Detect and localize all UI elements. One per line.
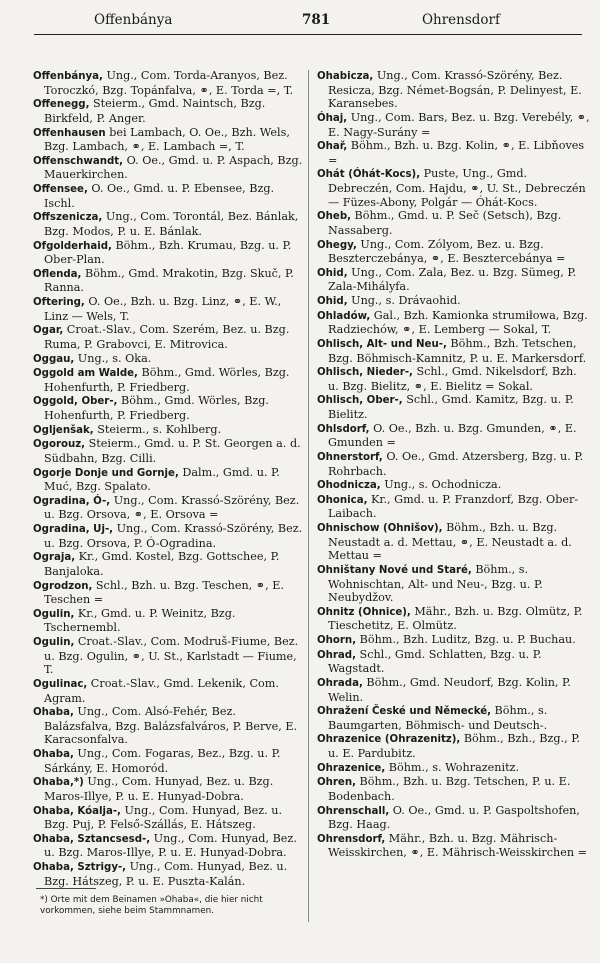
entry-headword: Ogljenšak, xyxy=(33,424,94,436)
entry-details: Böhm., Bzh. Krumau, Bzg. u. P. Ober-Plan. xyxy=(44,238,292,267)
directory-entry xyxy=(317,704,591,732)
entry-headword: Ohladów, xyxy=(317,310,371,322)
entry-headword: Ohorn, xyxy=(317,635,357,646)
directory-entry xyxy=(33,832,307,860)
entry-headword: Ohaba, Sztrigy-, xyxy=(33,862,127,873)
entry-headword: Ohlisch, Nieder-, xyxy=(317,367,413,379)
entry-details: Ung., s. Ochodnicza. xyxy=(380,478,502,492)
entry-details: Ung., Com. Bars, Bez. u. Bzg. Verebély, ⚭, E. Nagy-Surány = xyxy=(328,110,590,139)
entry-headword: Offenhausen xyxy=(33,127,106,139)
entry-headword: Ohrada, xyxy=(317,677,363,689)
entry-details: O. Oe., Bzh. u. Bzg. Linz, ⚭, E. W., Linz — Wels, T. xyxy=(44,295,282,323)
footnote: *) Orte mit dem Beinamen »Ohaba«, die hier nicht vorkommen, siehe beim Stammnamen. xyxy=(40,895,263,916)
entry-headword: Ogulin, xyxy=(33,608,75,620)
directory-entry xyxy=(317,111,591,139)
entry-details: Steierm., Gmd. Naintsch, Bzg. Birkfeld, P. Anger. xyxy=(44,97,266,125)
directory-entry xyxy=(33,126,307,154)
entry-details: Kr., Gmd. Kostel, Bzg. Gottschee, P. Banjaloka. xyxy=(44,550,280,578)
entry-details: Gal., Bzh. Kamionka strumiłowa, Bzg. Radziechów, ⚭, E. Lemberg — Sokal, T. xyxy=(328,308,588,337)
entry-headword: Ohonica, xyxy=(317,494,368,506)
directory-entry xyxy=(317,450,591,478)
directory-entry xyxy=(317,365,591,393)
entry-headword: Ograja, xyxy=(33,552,76,564)
entry-details: Böhm., Bzh. u. Bzg. Kolin, ⚭, E. Libňoves = xyxy=(328,139,585,167)
entry-details: Croat.-Slav., Com. Szerém, Bez. u. Bzg. Ruma, P. Grabovci, E. Mitrovica. xyxy=(44,323,290,351)
directory-entry xyxy=(317,648,591,676)
directory-entry xyxy=(317,605,591,633)
entry-headword: Ohaba, Sztancsesd-, xyxy=(33,833,151,845)
directory-entry xyxy=(33,804,307,832)
directory-entry xyxy=(33,239,307,267)
directory-entry xyxy=(33,705,307,747)
directory-entry xyxy=(317,478,591,493)
entry-headword: Ohren, xyxy=(317,777,356,789)
directory-entry xyxy=(317,337,591,365)
entry-details: Böhm., Gmd. u. P. Seč (Setsch), Bzg. Nassaberg. xyxy=(328,209,562,237)
entry-details: Ung., Com. Krassó-Szörény, Bez. u. Bzg. Orsova, P. Ó-Ogradina. xyxy=(44,522,303,550)
directory-entry xyxy=(317,209,591,237)
entry-details: Böhm., Gmd. Mrakotin, Bzg. Skuč, P. Ranna. xyxy=(44,266,294,295)
directory-entry xyxy=(317,266,591,294)
directory-entry xyxy=(317,69,591,111)
entry-details: O. Oe., Gmd. u. P. Ebensee, Bzg. Ischl. xyxy=(44,182,275,210)
entry-headword: Ohlisch, Alt- und Neu-, xyxy=(317,338,447,350)
entry-headword: Offszenicza, xyxy=(33,212,103,224)
entry-details: Böhm., Gmd. Neudorf, Bzg. Kolin, P. Welin. xyxy=(328,675,571,704)
entry-headword: Ohrazenice (Ohrazenitz), xyxy=(317,734,461,746)
directory-entry xyxy=(317,521,591,563)
entry-details: Puste, Ung., Gmd. Debreczén, Com. Hajdu, ⚭, U. St., Debreczén — Füzes-Abony, Polgár — Óhát-Kocs. xyxy=(328,167,586,209)
entry-headword: Ogorouz, xyxy=(33,439,86,451)
page-header xyxy=(34,12,578,32)
entry-headword: Ohabicza, xyxy=(317,71,374,82)
entry-details: Ung., Com. Zólyom, Bez. u. Bzg. Beszterczebánya, ⚭, E. Besztercebánya = xyxy=(328,237,566,266)
entry-details: bei Lambach, O. Oe., Bzh. Wels, Bzg. Lambach, ⚭, E. Lambach =, T. xyxy=(44,125,290,154)
entry-details: Böhm., s. Wohnischtan, Alt- und Neu-, Bzg. u. P. Neubydžov. xyxy=(328,562,543,605)
entry-headword: Ohrad, xyxy=(317,649,356,661)
directory-entry xyxy=(33,466,307,494)
entry-details: Schl., Gmd. Kamitz, Bzg. u. P. Bielitz. xyxy=(328,393,574,421)
entry-details: O. Oe., Gmd. u. P. Gaspoltshofen, Bzg. Haag. xyxy=(328,803,580,832)
entry-headword: Ohnitz (Ohnice), xyxy=(317,606,411,618)
directory-entry xyxy=(33,210,307,238)
entry-details: Ung., s. Drávaohid. xyxy=(347,294,461,307)
directory-entry xyxy=(33,394,307,422)
directory-entry xyxy=(317,804,591,832)
entry-headword: Ohrensdorf, xyxy=(317,833,386,845)
entry-details: Steierm., Gmd. u. P. St. Georgen a. d. Südbahn, Bzg. Cilli. xyxy=(44,437,301,465)
directory-entry xyxy=(33,69,307,97)
entry-headword: Oggold am Walde, xyxy=(33,368,138,380)
footnote-rule xyxy=(36,888,96,889)
directory-entry xyxy=(317,393,591,421)
directory-entry xyxy=(33,579,307,607)
directory-entry xyxy=(33,607,307,635)
entry-headword: Ogrodzon, xyxy=(33,580,93,592)
entry-details: Mähr., Bzh. u. Bzg. Mährisch-Weisskirchen, ⚭, E. Mährisch-Weisskirchen = xyxy=(328,831,587,860)
entry-headword: Ohništany Nové und Staré, xyxy=(317,564,472,576)
entry-details: Ung., Com. Krassó-Szörény, Bez. u. Bzg. Orsova, ⚭, E. Orsova = xyxy=(44,493,300,522)
entry-details: Ung., s. Oka. xyxy=(74,351,152,365)
entry-details: Croat.-Slav., Gmd. Lekenik, Com. Agram. xyxy=(44,676,279,705)
directory-entry xyxy=(33,494,307,522)
left-column xyxy=(33,69,307,888)
entry-details: Böhm., Bzh. u. Bzg. Neustadt a. d. Mettau, ⚭, E. Neustadt a. d. Mettau = xyxy=(328,521,572,563)
entry-details: Schl., Gmd. Nikelsdorf, Bzh. u. Bzg. Bielitz, ⚭, E. Bielitz = Sokal. xyxy=(328,365,577,393)
directory-entry xyxy=(317,238,591,266)
entry-details: O. Oe., Gmd. u. P. Aspach, Bzg. Mauerkirchen. xyxy=(44,153,303,182)
entry-details: Böhm., Bzh. Luditz, Bzg. u. P. Buchau. xyxy=(356,633,576,646)
entry-headword: Offenegg, xyxy=(33,99,90,111)
directory-entry xyxy=(33,775,307,803)
entry-details: Ung., Com. Krassó-Szörény, Bez. Resicza, Bzg. Német-Bogsán, P. Delinyest, E. Karansebes. xyxy=(328,69,582,111)
column-divider xyxy=(308,70,309,922)
entry-headword: Ohlsdorf, xyxy=(317,423,370,435)
directory-entry xyxy=(33,366,307,394)
entry-headword: Oftering, xyxy=(33,297,85,308)
entry-details: O. Oe., Gmd. Atzersberg, Bzg. u. P. Rohrbach. xyxy=(328,449,584,478)
directory-entry xyxy=(33,267,307,295)
directory-entry xyxy=(33,295,307,323)
entry-details: Böhm., Bzh. u. Bzg. Tetschen, P. u. E. Bodenbach. xyxy=(328,775,571,803)
entry-headword: Offenbánya, xyxy=(33,71,103,82)
entry-headword: Oflenda, xyxy=(33,268,82,280)
directory-entry xyxy=(33,437,307,465)
entry-headword: Ohegy, xyxy=(317,239,357,251)
directory-entry xyxy=(317,294,591,309)
directory-entry xyxy=(33,635,307,677)
header-right-keyword: Ohrensdorf xyxy=(421,12,500,28)
entry-headword: Ohražení České und Německé, xyxy=(317,706,491,718)
entry-headword: Ohnischow (Ohnišov), xyxy=(317,523,443,534)
entry-details: Croat.-Slav., Com. Modruš-Fiume, Bez. u. Bzg. Ogulin, ⚭, U. St., Karlstadt — Fiume, T. xyxy=(44,635,299,677)
entry-headword: Ohát (Óhát-Kocs), xyxy=(317,169,421,181)
entry-headword: Ohař, xyxy=(317,141,348,153)
entry-headword: Ogar, xyxy=(33,325,64,337)
entry-details: Mähr., Bzh. u. Bzg. Olmütz, P. Tieschetitz, E. Olmütz. xyxy=(328,604,583,633)
directory-entry xyxy=(317,139,591,167)
header-left-keyword: Offenbánya xyxy=(94,12,173,28)
directory-entry xyxy=(317,676,591,704)
directory-entry xyxy=(33,522,307,550)
entry-details: Böhm., Bzh. Tetschen, Bzg. Böhmisch-Kamnitz, P. u. E. Markersdorf. xyxy=(328,336,587,365)
directory-entry xyxy=(33,352,307,367)
entry-details: Ung., Com. Hunyad, Bez. u. Bzg. Puj, P. Felső-Szállás, E. Hátszeg. xyxy=(44,803,282,832)
directory-entry xyxy=(317,422,591,450)
directory-entry xyxy=(317,832,591,860)
entry-headword: Ohlisch, Ober-, xyxy=(317,395,403,407)
entry-details: Ung., Com. Zala, Bez. u. Bzg. Sümeg, P. Zala-Mihályfa. xyxy=(328,265,577,294)
entry-details: Dalm., Gmd. u. P. Muć, Bzg. Spalato. xyxy=(44,465,280,494)
entry-headword: Ogulin, xyxy=(33,637,75,648)
entry-headword: Ohaba, xyxy=(33,707,74,719)
entry-headword: Ohid, xyxy=(317,267,348,279)
entry-details: Kr., Gmd. u. P. Franzdorf, Bzg. Ober-Laibach. xyxy=(328,492,579,521)
directory-entry xyxy=(317,493,591,521)
entry-headword: Ohaba, Kóalja-, xyxy=(33,805,121,817)
entry-headword: Ohodnicza, xyxy=(317,480,381,492)
entry-headword: Óhaj, xyxy=(317,112,348,124)
page-number: 781 xyxy=(302,12,331,28)
entry-details: Böhm., Gmd. Wörles, Bzg. Hohenfurth, P. Friedberg. xyxy=(44,366,290,394)
entry-details: Ung., Com. Hunyad, Bez. u. Bzg. Maros-Illye, P. u. E. Hunyad-Dobra. xyxy=(44,775,274,803)
directory-entry xyxy=(33,423,307,438)
directory-entry xyxy=(33,747,307,775)
directory-entry xyxy=(317,732,591,760)
directory-entry xyxy=(33,860,307,888)
entry-headword: Ohaba, xyxy=(33,749,74,760)
header-rule xyxy=(34,34,582,35)
entry-headword: Ohnerstorf, xyxy=(317,451,383,463)
entry-details: Ung., Com. Fogaras, Bez., Bzg. u. P. Sárkány, E. Homoród. xyxy=(44,747,281,775)
entry-details: Kr., Gmd. u. P. Weinitz, Bzg. Tschernembl. xyxy=(44,606,236,635)
directory-entry xyxy=(317,775,591,803)
directory-entry xyxy=(33,677,307,705)
entry-headword: Ohid, xyxy=(317,296,348,307)
entry-headword: Offensee, xyxy=(33,184,88,195)
entry-headword: Oggau, xyxy=(33,353,75,365)
directory-entry xyxy=(33,97,307,125)
right-column xyxy=(317,69,591,860)
entry-headword: Ohrazenice, xyxy=(317,762,386,774)
entry-details: O. Oe., Bzh. u. Bzg. Gmunden, ⚭, E. Gmunden = xyxy=(328,421,577,450)
entry-details: Steierm., s. Kohlberg. xyxy=(93,422,222,436)
directory-entry xyxy=(317,309,591,337)
directory-entry xyxy=(33,182,307,210)
entry-headword: Ogradina, Ó-, xyxy=(33,495,111,507)
entry-details: Böhm., s. Baumgarten, Böhmisch- und Deutsch-. xyxy=(328,704,548,732)
directory-entry xyxy=(317,633,591,648)
entry-headword: Ogulinac, xyxy=(33,678,88,690)
entry-headword: Offenschwandt, xyxy=(33,155,124,167)
entry-headword: Ogorje Donje und Gornje, xyxy=(33,467,179,479)
directory-entry xyxy=(33,323,307,351)
entry-details: Schl., Bzh. u. Bzg. Teschen, ⚭, E. Teschen = xyxy=(44,578,284,607)
entry-details: Schl., Gmd. Schlatten, Bzg. u. P. Wagstadt. xyxy=(328,647,542,676)
entry-details: Ung., Com. Hunyad, Bez. u. Bzg. Maros-Illye, P. u. E. Hunyad-Dobra. xyxy=(44,831,297,860)
entry-headword: Ohaba,*) xyxy=(33,777,84,789)
entry-details: Böhm., s. Wohrazenitz. xyxy=(385,760,520,774)
entry-details: Ung., Com. Alsó-Fehér, Bez. Balázsfalva, Bzg. Balázsfalváros, P. Berve, E. Karacsonfalva. xyxy=(44,705,298,747)
entry-details: Ung., Com. Torontál, Bez. Bánlak, Bzg. Modos, P. u. E. Bánlak. xyxy=(44,210,299,238)
directory-entry xyxy=(317,167,591,209)
entry-details: Ung., Com. Torda-Aranyos, Bez. Toroczkó, Bzg. Topánfalva, ⚭, E. Torda =, T. xyxy=(44,69,294,97)
entry-headword: Oheb, xyxy=(317,211,351,223)
entry-headword: Ofgolderhaid, xyxy=(33,240,112,252)
directory-entry xyxy=(317,761,591,776)
entry-details: Böhm., Bzh., Bzg., P. u. E. Pardubitz. xyxy=(328,732,581,760)
entry-headword: Ohrenschall, xyxy=(317,805,390,817)
entry-headword: Oggold, Ober-, xyxy=(33,396,118,408)
entry-headword: Ogradina, Uj-, xyxy=(33,524,114,535)
entry-details: Böhm., Gmd. Wörles, Bzg. Hohenfurth, P. Friedberg. xyxy=(44,394,269,422)
entry-details: Ung., Com. Hunyad, Bez. u. Bzg. Hátszeg, P. u. E. Puszta-Kalán. xyxy=(44,860,288,888)
directory-entry xyxy=(317,563,591,605)
directory-entry xyxy=(33,154,307,182)
directory-entry xyxy=(33,550,307,578)
